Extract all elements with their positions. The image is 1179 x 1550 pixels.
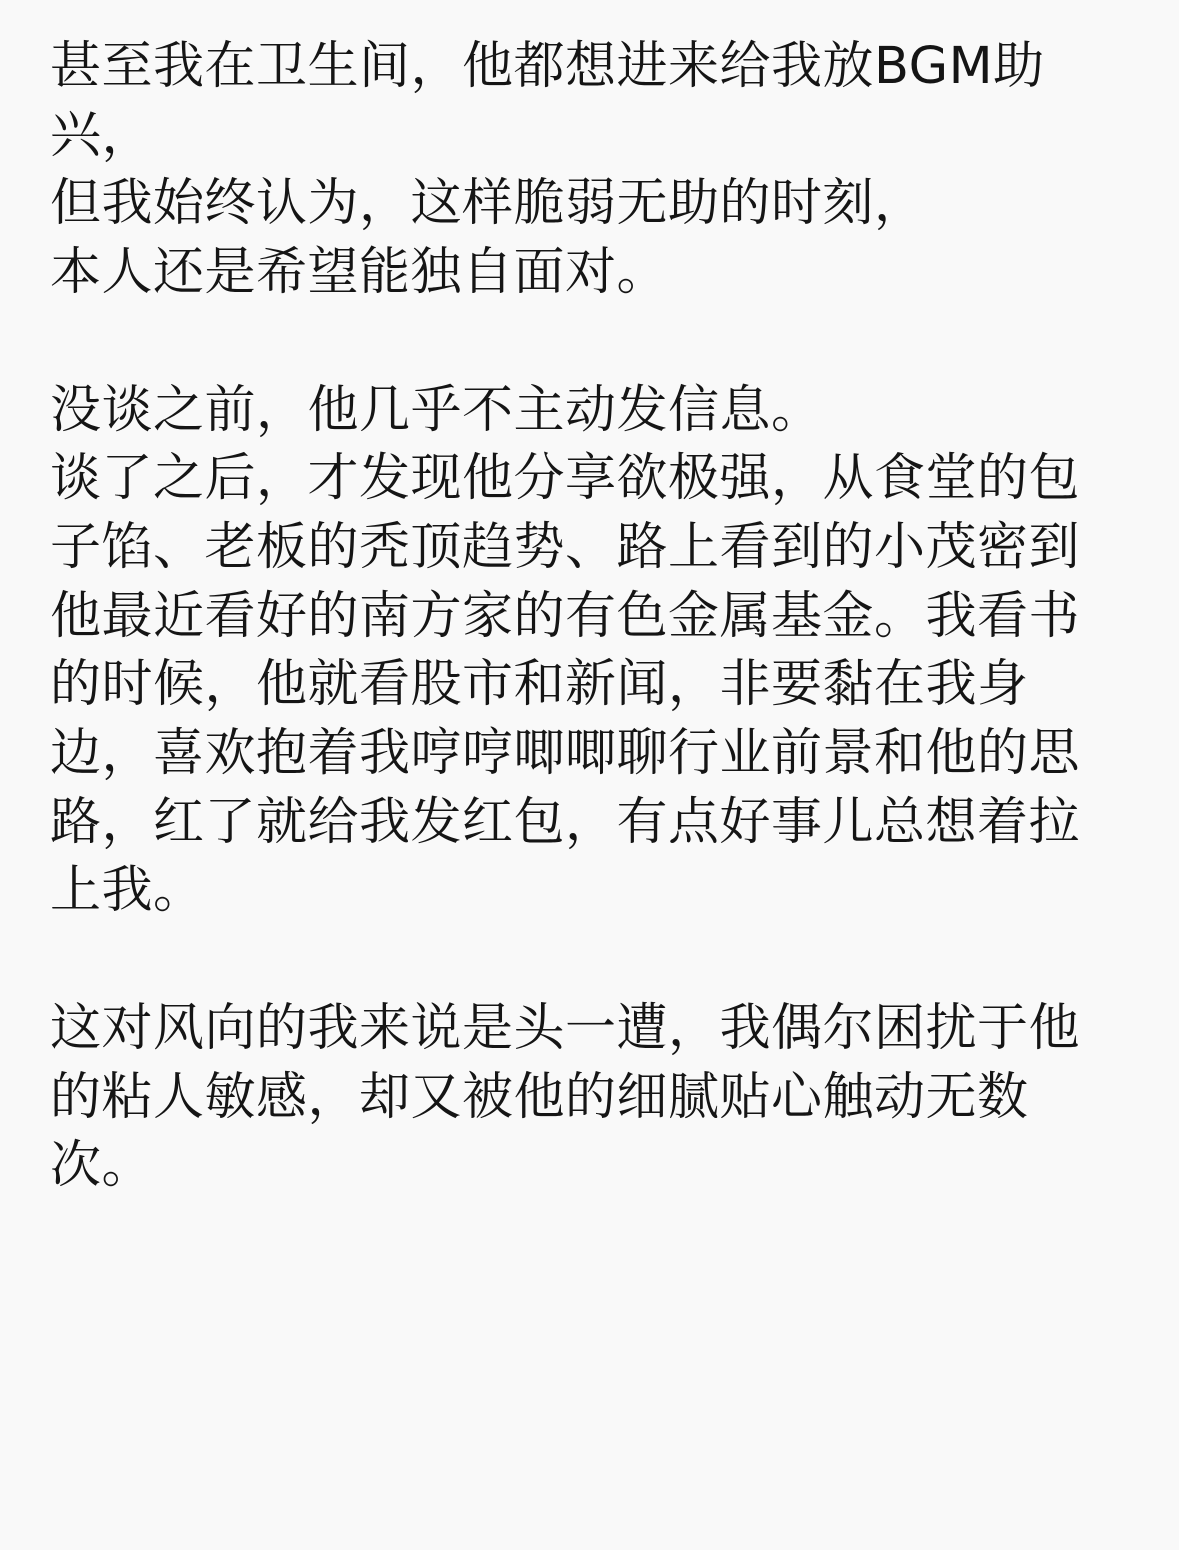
text-line: 的粘人敏感，却又被他的细腻贴心触动无数 <box>50 1067 1029 1127</box>
text-line: 兴， <box>50 105 154 165</box>
text-line: 他最近看好的南方家的有色金属基金。我看书 <box>50 586 1081 646</box>
text-line: 的时候，他就看股市和新闻，非要黏在我身 <box>50 655 1029 715</box>
paragraph-spacer <box>50 308 1140 377</box>
text-line: 次。 <box>50 1136 154 1196</box>
text-line: 边，喜欢抱着我哼哼唧唧聊行业前景和他的思 <box>50 724 1081 784</box>
paragraph-3 <box>50 995 1140 1201</box>
text-line: 没谈之前，他几乎不主动发信息。 <box>50 380 823 440</box>
text-line: 路，红了就给我发红包，有点好事儿总想着拉 <box>50 792 1081 852</box>
text-line: 本人还是希望能独自面对。 <box>50 243 669 303</box>
text-line: 谈了之后，才发现他分享欲极强，从食堂的包 <box>50 449 1081 509</box>
paragraph-2 <box>50 377 1140 927</box>
paragraph-1 <box>50 33 1140 308</box>
text-line: 甚至我在卫生间，他都想进来给我放BGM助 <box>50 37 1045 96</box>
text-line: 这对风向的我来说是头一遭，我偶尔困扰于他 <box>50 998 1081 1058</box>
text-line: 但我始终认为，这样脆弱无助的时刻， <box>50 174 926 234</box>
text-line: 子馅、老板的秃顶趋势、路上看到的小茂密到 <box>50 517 1081 577</box>
article-body <box>50 33 1140 1201</box>
paragraph-spacer <box>50 926 1140 995</box>
text-line: 上我。 <box>50 861 205 921</box>
